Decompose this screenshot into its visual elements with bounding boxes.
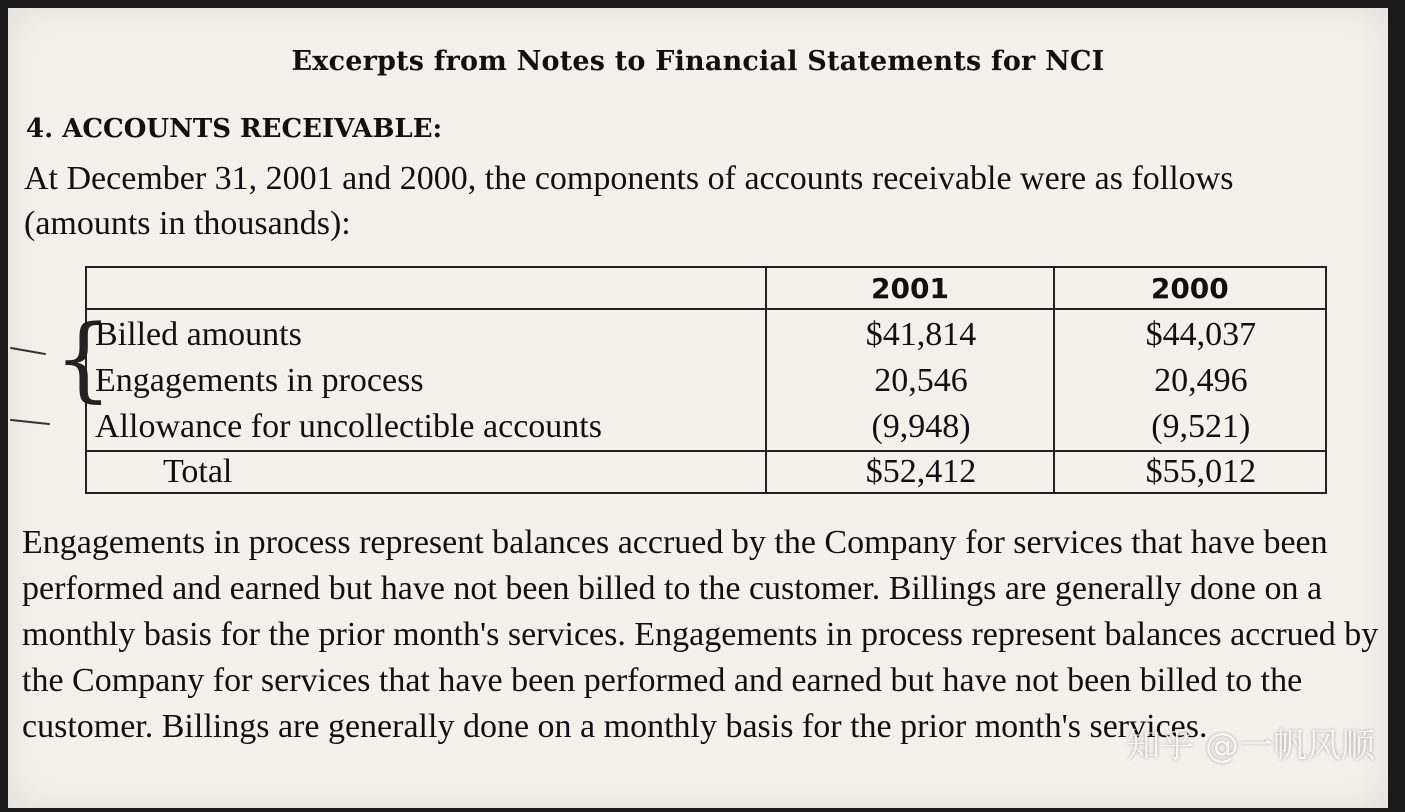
table-header-row: [86, 267, 1326, 309]
intro-paragraph: At December 31, 2001 and 2000, the components of accounts receivable were as follows (amounts in thousands):: [24, 160, 1234, 242]
handwritten-brace: {: [54, 305, 113, 412]
value-2001: $41,814: [766, 309, 1053, 358]
page-title: Excerpts from Notes to Financial Statements for NCI: [291, 46, 1105, 77]
total-2001: $52,412: [766, 451, 1053, 493]
accounts-receivable-table: [85, 266, 1327, 494]
body-paragraph: Engagements in process represent balances accrued by the Company for services that have been performed and earned but have not been billed to the customer. Billings are generally done on a monthly basis for the prior month's services. Engagements in process represent balances accrued by the Company for services that have been performed and earned but have not been billed to the customer. Billings are generally done on a monthly basis for the prior month's services.: [22, 524, 1379, 745]
header-2000: 2000: [1054, 267, 1326, 309]
value-2001: (9,948): [766, 404, 1053, 451]
pen-mark: [10, 419, 50, 425]
value-2000: (9,521): [1054, 404, 1326, 451]
value-2000: $44,037: [1054, 309, 1326, 358]
total-label: Total: [86, 451, 766, 493]
row-label: Billed amounts: [86, 309, 766, 358]
pen-mark: [10, 347, 46, 355]
table-row: [86, 309, 1326, 358]
header-2001: 2001: [766, 267, 1053, 309]
document-page: [8, 8, 1388, 808]
total-2000: $55,012: [1054, 451, 1326, 493]
total-row: [86, 451, 1326, 493]
value-2001: 20,546: [766, 358, 1053, 404]
header-label: [86, 267, 766, 309]
row-label: Engagements in process: [86, 358, 766, 404]
row-label: Allowance for uncollectible accounts: [86, 404, 766, 451]
table-row: [86, 404, 1326, 451]
watermark: 知乎 @一帆风顺: [1126, 726, 1375, 766]
table-row: [86, 358, 1326, 404]
value-2000: 20,496: [1054, 358, 1326, 404]
section-title: 4. ACCOUNTS RECEIVABLE:: [26, 114, 443, 144]
